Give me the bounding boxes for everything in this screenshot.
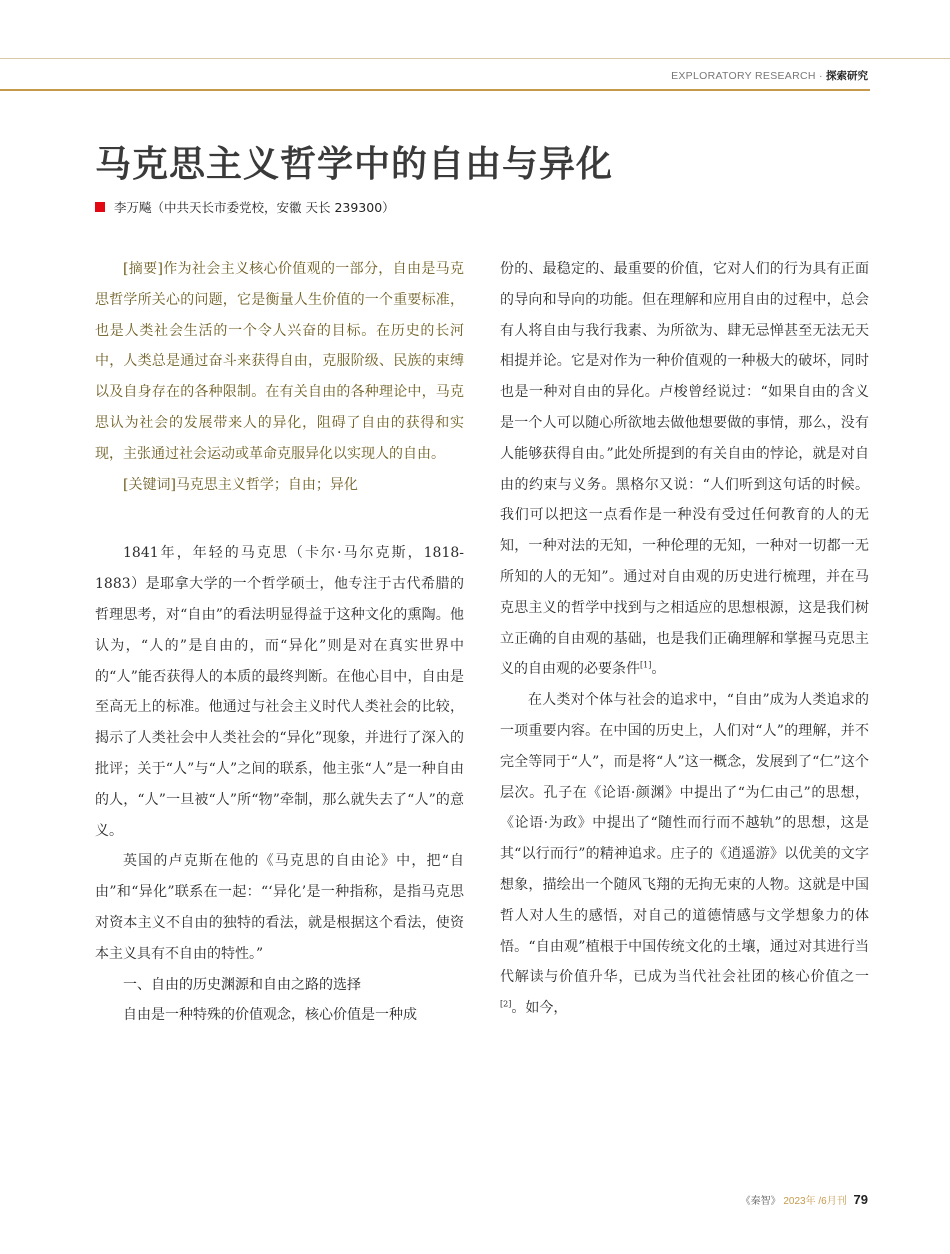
keywords: [关键词]马克思主义哲学；自由；异化 xyxy=(123,476,358,493)
body-paragraph: 1841年，年轻的马克思（卡尔·马尔克斯，1818-1883）是耶拿大学的一个哲学硕士，他专注于古代希腊的哲理思考，对“自由”的看法明显得益于这种文化的熏陶。他认为，“人的”是自由的，而“异化”则是对在真实世界中的“人”能否获得人的本质的最终判断。在他心目中，自由是至高无上的标准。他通过与社会主义时代人类社会的比较，揭示了人类社会中人类社会的“异化”现象，并进行了深入的批评；关于“人”与“人”之间的联系，他主张“人”是一种自由的人，“人”一旦被“人”所“物”牵制，那么就失去了“人”的意义。 xyxy=(95,545,464,839)
issue-label: 2023年 /6月刊 xyxy=(783,1196,847,1207)
top-rule xyxy=(0,58,950,59)
body-paragraph xyxy=(500,254,869,685)
spacer xyxy=(95,500,464,538)
page-number: 79 xyxy=(853,1192,868,1207)
citation-ref: [1] xyxy=(640,660,652,670)
body-paragraph: 自由是一种特殊的价值观念，核心价值是一种成 xyxy=(123,1007,417,1024)
paragraph-end: 。 xyxy=(651,661,666,678)
author-marker-icon xyxy=(95,202,105,212)
abstract: [摘要]作为社会主义核心价值观的一部分，自由是马克思哲学所关心的问题，它是衡量人生价值的一个重要标准，也是人类社会生活的一个令人兴奋的目标。在历史的长河中，人类总是通过奋斗来获得自由，克服阶级、民族的束缚以及自身存在的各种限制。在有关自由的各种理论中，马克思认为社会的发展带来人的异化，阻碍了自由的获得和实现，主张通过社会运动或革命克服异化以实现人的自由。 xyxy=(95,261,464,462)
paragraph-text: 在人类对个体与社会的追求中，“自由”成为人类追求的一项重要内容。在中国的历史上，人们对“人”的理解，并不完全等同于“人”，而是将“人”这一概念，发展到了“仁”这个层次。孔子在《论语·颜渊》中提出了“为仁由己”的思想，《论语·为政》中提出了“随性而行而不越轨”的思想，这是其“以行而行”的精神追求。庄子的《逍遥游》以优美的文字想象，描绘出一个随风飞翔的无拘无束的人物。这就是中国哲人对人生的感悟，对自己的道德情感与文学想象力的体悟。“自由观”植根于中国传统文化的土壤，通过对其进行当代解读与价值升华，已成为当代社会社团的核心价值之一 xyxy=(500,692,869,986)
left-column xyxy=(95,254,464,1031)
header-rule xyxy=(0,89,870,91)
article-title: 马克思主义哲学中的自由与异化 xyxy=(95,144,614,185)
running-header xyxy=(671,68,868,83)
body-paragraph xyxy=(500,685,869,1024)
section-label-zh: 探索研究 xyxy=(826,70,868,82)
section-label-en: EXPLORATORY RESEARCH xyxy=(671,70,816,82)
right-column xyxy=(500,254,869,1024)
paragraph-text: 份的、最稳定的、最重要的价值，它对人们的行为具有正面的导向和导向的功能。但在理解和应用自由的过程中，总会有人将自由与我行我素、为所欲为、肆无忌惮甚至无法无天相提并论。它是对作为一种价值观的一种极大的破坏，同时也是一种对自由的异化。卢梭曾经说过：“如果自由的含义是一个人可以随心所欲地去做他想要做的事情，那么，没有人能够获得自由。”此处所提到的有关自由的悖论，就是对自由的约束与义务。黑格尔又说：“人们听到这句话的时候。我们可以把这一点看作是一种没有受过任何教育的人的无知，一种对法的无知，一种伦理的无知，一种对一切都一无所知的人的无知”。通过对自由观的历史进行梳理，并在马克思主义的哲学中找到与之相适应的思想根源，这是我们树立正确的自由观的基础，也是我们正确理解和掌握马克思主义的自由观的必要条件 xyxy=(500,261,869,678)
citation-ref: [2] xyxy=(500,999,512,1009)
section-heading: 一、自由的历史渊源和自由之路的选择 xyxy=(123,976,361,993)
journal-name: 《秦智》 xyxy=(740,1196,781,1207)
header-separator: · xyxy=(818,70,823,82)
author-affiliation: 李万飚（中共天长市委党校，安徽 天长 239300） xyxy=(114,200,395,215)
paragraph-end: 。如今， xyxy=(511,1000,568,1017)
body-paragraph: 英国的卢克斯在他的《马克思的自由论》中，把“自由”和“异化”联系在一起：“‘异化’是一种指称，是指马克思对资本主义不自由的独特的看法，就是根据这个看法，使资本主义具有不自由的特性。” xyxy=(95,853,464,962)
page-footer xyxy=(741,1192,868,1207)
author-line xyxy=(95,198,395,216)
